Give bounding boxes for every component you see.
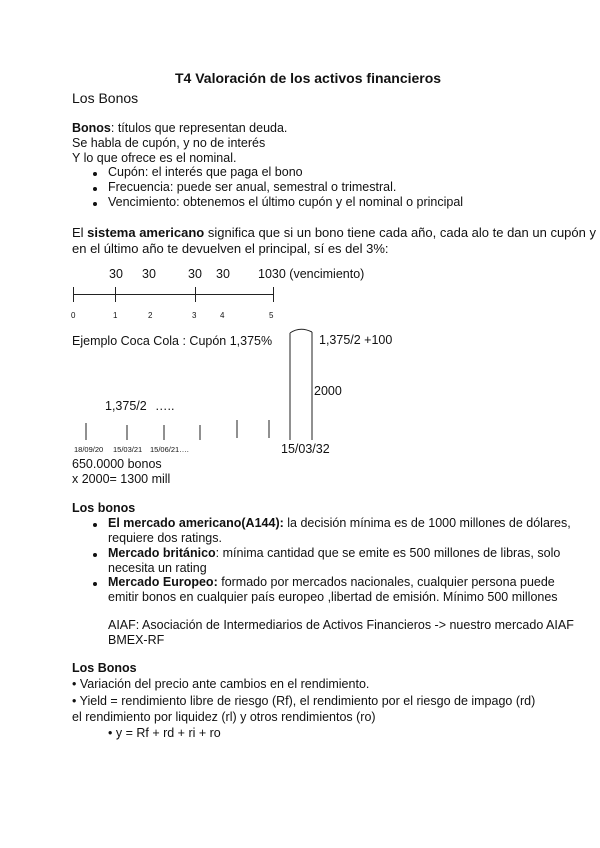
- bonos-text: : títulos que representan deuda.: [110, 121, 288, 135]
- mercado-britanico-line-2: necesita un rating: [108, 561, 207, 575]
- end-date: 15/03/32: [281, 442, 330, 456]
- bracket-top: [290, 329, 312, 333]
- ejemplo-mid-left: 1,375/2: [105, 399, 147, 413]
- bullet-dot: [93, 523, 97, 527]
- americano-rest: significa que si un bono tiene cada año, cada alo te dan un cupón y: [204, 225, 596, 240]
- rendimiento-line-1: • Variación del precio ante cambios en el rendimiento.: [72, 677, 370, 691]
- mercado-britanico: [108, 547, 560, 561]
- cupon-label: 30: [216, 267, 230, 281]
- bonos-total: x 2000= 1300 mill: [72, 472, 171, 486]
- mercado-text: : mínima cantidad que se emite es 500 millones de libras, solo: [215, 546, 561, 560]
- mercado-name: El mercado americano(A144):: [108, 516, 284, 530]
- tick-label: 5: [269, 311, 274, 320]
- mercado-americano-line-2: requiere dos ratings.: [108, 531, 222, 545]
- intro-line-2: Se habla de cupón, y no de interés: [72, 136, 266, 150]
- tick-label: 4: [220, 311, 225, 320]
- americano-prefix: El: [72, 225, 88, 240]
- date-label: 15/03/21: [113, 445, 143, 454]
- ejemplo-top-right: 1,375/2 +100: [319, 333, 393, 347]
- cupon-label: 30: [109, 267, 123, 281]
- aiaf-line-1: AIAF: Asociación de Intermediarios de Activos Financieros -> nuestro mercado AIAF: [108, 618, 574, 632]
- date-label: 15/06/21….: [150, 445, 189, 454]
- americano-line-2: en el último año te devuelven el principal, sí es del 3%:: [72, 241, 389, 256]
- tick-label: 1: [113, 311, 118, 320]
- intro-bullet-2: Frecuencia: puede ser anual, semestral o trimestral.: [108, 180, 397, 194]
- mercado-text: la decisión mínima es de 1000 millones de dólares,: [283, 516, 571, 530]
- tick-label: 3: [192, 311, 197, 320]
- tick-label: 2: [148, 311, 153, 320]
- rendimiento-line-2: • Yield = rendimiento libre de riesgo (Rf), el rendimiento por el riesgo de impago (rd): [72, 694, 536, 708]
- ejemplo-dots: …..: [155, 399, 175, 413]
- ejemplo-label: Ejemplo Coca Cola : Cupón 1,375%: [72, 334, 273, 348]
- cupon-label-vencimiento: 1030 (vencimiento): [258, 267, 365, 281]
- bonos-count: 650.0000 bonos: [72, 457, 162, 471]
- mercado-europeo-line-2: emitir bonos en cualquier país europeo ,libertad de emisión. Mínimo 500 millones: [108, 590, 558, 604]
- bonos-label: Bonos: [72, 121, 111, 135]
- mercado-americano: [108, 517, 571, 531]
- page-subtitle: Los Bonos: [72, 90, 139, 106]
- tick-label: 0: [71, 311, 76, 320]
- mercado-text: formado por mercados nacionales, cualquier persona puede: [217, 575, 555, 589]
- americano-bold: sistema americano: [87, 225, 205, 240]
- aiaf-line-2: BMEX-RF: [108, 633, 165, 647]
- bullet-dot: [93, 582, 97, 586]
- date-label: 18/09/20: [74, 445, 104, 454]
- intro-line-3: Y lo que ofrece es el nominal.: [72, 151, 237, 165]
- bullet-dot: [93, 553, 97, 557]
- ejemplo-mid-right: 2000: [314, 384, 342, 398]
- mercado-name: Mercado Europeo:: [108, 575, 218, 589]
- cupon-label: 30: [142, 267, 156, 281]
- mercado-europeo: [108, 576, 555, 590]
- page-title: T4 Valoración de los activos financieros: [175, 70, 442, 86]
- rendimiento-heading: Los Bonos: [72, 661, 137, 675]
- intro-bullet-1: Cupón: el interés que paga el bono: [108, 165, 303, 179]
- mercados-heading: Los bonos: [72, 501, 136, 515]
- mercado-name: Mercado británico: [108, 546, 216, 560]
- yield-formula: • y = Rf + rd + ri + ro: [108, 726, 221, 740]
- rendimiento-line-3: el rendimiento por liquidez (rl) y otros rendimientos (ro): [72, 710, 376, 724]
- cupon-label: 30: [188, 267, 202, 281]
- intro-bullet-3: Vencimiento: obtenemos el último cupón y el nominal o principal: [108, 195, 464, 209]
